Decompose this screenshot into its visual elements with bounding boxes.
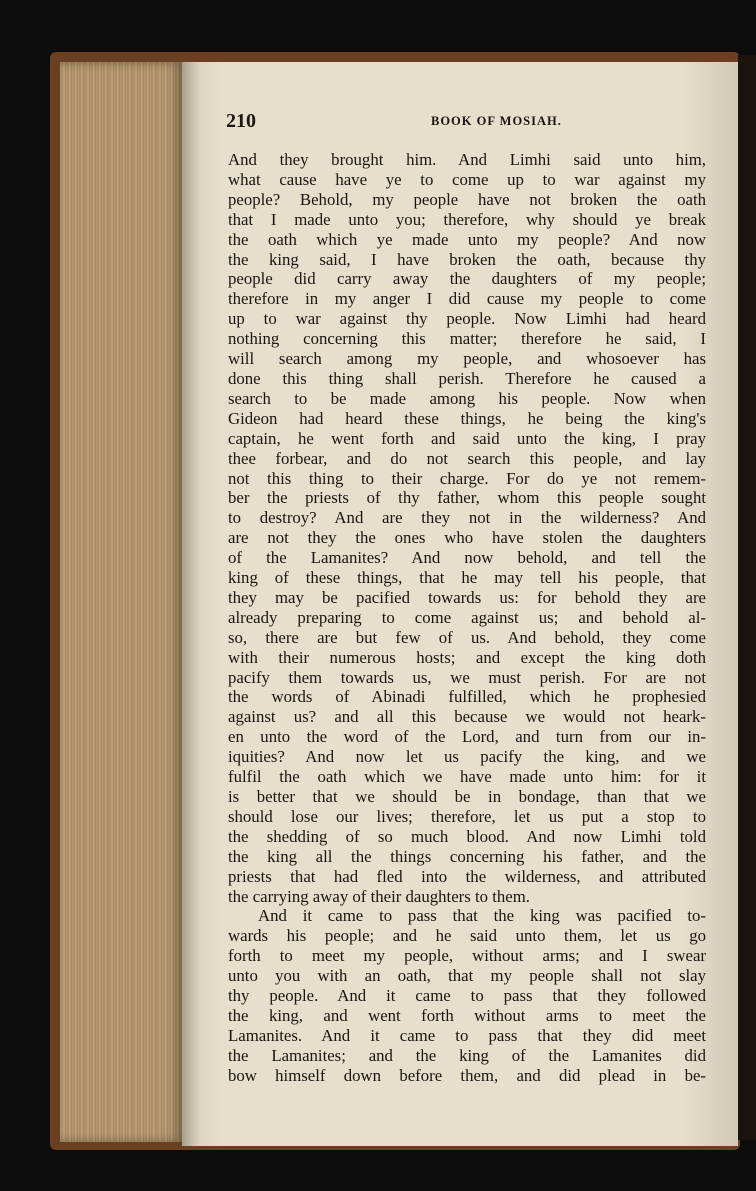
page-block-edge (60, 62, 185, 1142)
text-line: to destroy? And are they not in the wilderness? And (228, 508, 706, 528)
text-line: pacify them towards us, we must perish. For are not (228, 667, 706, 687)
running-title: BOOK OF MOSIAH. (431, 114, 562, 128)
text-line: iquities? And now let us pacify the king, and we (228, 747, 706, 767)
text-line: And they brought him. And Limhi said unto him, (228, 150, 706, 169)
body-text (228, 150, 706, 1086)
text-line: should lose our lives; therefore, let us put a stop to (228, 806, 706, 826)
text-line: up to war against thy people. Now Limhi had heard (228, 309, 706, 329)
text-line: the oath which ye made unto my people? And now (228, 229, 706, 249)
text-line: against us? and all this because we would not heark- (228, 707, 706, 727)
text-line: so, there are but few of us. And behold, they come (228, 627, 706, 647)
text-line: the words of Abinadi fulfilled, which he prophesied (228, 687, 706, 707)
text-line: thy people. And it came to pass that they followed (228, 986, 706, 1006)
text-line: will search among my people, and whosoever has (228, 349, 706, 369)
text-line: not this thing to their charge. For do ye not remem- (228, 468, 706, 488)
text-line: king of these things, that he may tell his people, that (228, 568, 706, 588)
text-line: are not they the ones who have stolen the daughters (228, 528, 706, 548)
text-line: forth to meet my people, without arms; and I swear (228, 946, 706, 966)
text-line: the king said, I have broken the oath, because thy (228, 249, 706, 269)
page-number: 210 (226, 110, 256, 132)
text-line: thee forbear, and do not search this people, and lay (228, 448, 706, 468)
text-line: wards his people; and he said unto them, let us go (228, 926, 706, 946)
text-line: captain, he went forth and said unto the king, I pray (228, 428, 706, 448)
book-spine-shadow (738, 55, 756, 1140)
book-page (182, 62, 738, 1146)
text-line: search to be made among his people. Now when (228, 388, 706, 408)
text-line: nothing concerning this matter; therefore he said, I (228, 329, 706, 349)
text-line: the king all the things concerning his father, and the (228, 846, 706, 866)
text-line: the shedding of so much blood. And now Limhi told (228, 826, 706, 846)
text-line: Lamanites. And it came to pass that they did meet (228, 1025, 706, 1045)
text-line: en unto the word of the Lord, and turn from our in- (228, 727, 706, 747)
text-line: priests that had fled into the wilderness, and attributed (228, 866, 706, 886)
text-line: And it came to pass that the king was pacified to- (258, 906, 706, 926)
text-line: the carrying away of their daughters to them. (228, 886, 530, 906)
text-line: people? Behold, my people have not broken the oath (228, 189, 706, 209)
text-line: unto you with an oath, that my people shall not slay (228, 966, 706, 986)
text-line: ber the priests of thy father, whom this people sought (228, 488, 706, 508)
text-line: therefore in my anger I did cause my people to come (228, 289, 706, 309)
text-line: they may be pacified towards us: for behold they are (228, 587, 706, 607)
text-line: with their numerous hosts; and except the king doth (228, 647, 706, 667)
text-line: bow himself down before them, and did plead in be- (228, 1065, 706, 1085)
text-line: the king, and went forth without arms to meet the (228, 1005, 706, 1025)
text-line: Gideon had heard these things, he being the king's (228, 408, 706, 428)
text-line: people did carry away the daughters of my people; (228, 269, 706, 289)
text-line: done this thing shall perish. Therefore he caused a (228, 368, 706, 388)
text-line: already preparing to come against us; and behold al- (228, 607, 706, 627)
page-header (226, 110, 712, 140)
text-line: of the Lamanites? And now behold, and tell the (228, 548, 706, 568)
text-line: the Lamanites; and the king of the Lamanites did (228, 1045, 706, 1065)
text-line: that I made unto you; therefore, why should ye break (228, 209, 706, 229)
text-line: what cause have ye to come up to war against my (228, 169, 706, 189)
text-line: is better that we should be in bondage, than that we (228, 787, 706, 806)
text-line: fulfil the oath which we have made unto him: for it (228, 767, 706, 787)
